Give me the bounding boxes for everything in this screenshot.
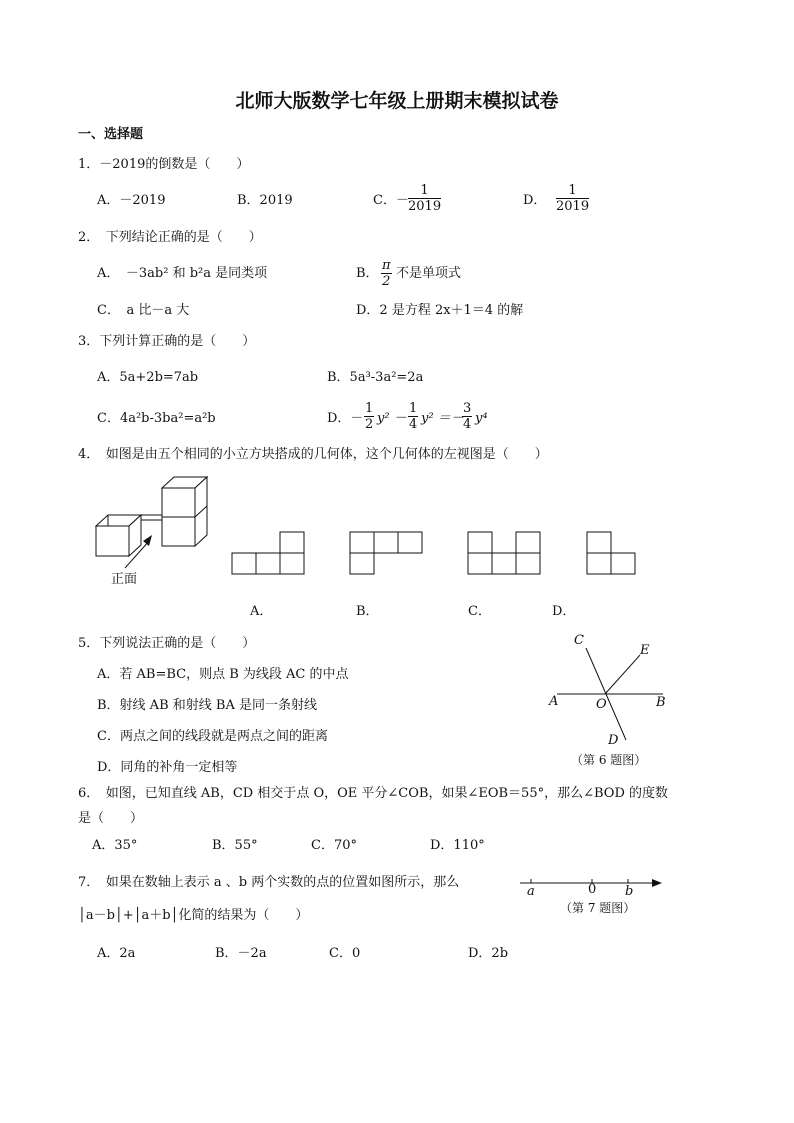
fraction-numerator: 1 — [408, 183, 441, 199]
q3-option-d-equals: y² ＝－ — [421, 411, 464, 426]
figure-6-caption: （第 6 题图） — [571, 753, 647, 767]
point-label-b: B — [656, 695, 666, 710]
page-title: 北师大版数学七年级上册期末模拟试卷 — [235, 90, 559, 112]
q7-option-c: C．0 — [329, 946, 361, 961]
fraction-denominator: 4 — [409, 417, 418, 432]
point-label-o: O — [596, 697, 607, 712]
q2-option-d: D．2 是方程 2x＋1＝4 的解 — [356, 303, 524, 318]
point-label-d: D — [608, 733, 619, 748]
figure-7-caption: （第 7 题图） — [560, 901, 636, 915]
q4-option-c: C． — [468, 604, 491, 619]
fraction-denominator: 2019 — [556, 199, 590, 214]
q6-option-d: D．110° — [430, 838, 485, 853]
q7-option-d: D．2b — [468, 946, 509, 961]
angle-figure — [557, 648, 663, 740]
point-label-a: A — [549, 694, 559, 709]
cube-front-face — [96, 526, 129, 556]
q6-stem-line2: 是（ ） — [78, 811, 144, 826]
tower-upper-front — [162, 488, 195, 517]
q7-stem-line2: │a－b│+│a＋b│化简的结果为（ ） — [78, 908, 309, 923]
axis-label-b: b — [625, 884, 634, 899]
q2-option-c: C． a 比－a 大 — [97, 303, 190, 318]
q6-stem-line1: 6． 如图，已知直线 AB，CD 相交于点 O，OE 平分∠COB，如果∠EOB＝55°，那么∠BOD 的度数 — [78, 786, 669, 801]
q7-option-a: A．2a — [97, 946, 136, 961]
q3-option-d-label: D．－ — [327, 411, 364, 426]
q5-option-d: D．同角的补角一定相等 — [97, 760, 238, 775]
number-line-arrow-icon — [652, 879, 662, 887]
q4-option-a: A． — [250, 604, 273, 619]
q3-stem: 3．下列计算正确的是（ ） — [78, 334, 256, 349]
q1-option-b: B．2019 — [237, 193, 293, 208]
q3-option-d-middle: y² － — [377, 411, 407, 426]
fraction-denominator: 2 — [382, 274, 391, 289]
axis-label-zero: 0 — [588, 882, 597, 897]
q5-stem: 5．下列说法正确的是（ ） — [78, 636, 256, 651]
q7-option-b: B．－2a — [215, 946, 267, 961]
fraction-denominator: 2 — [365, 417, 374, 432]
q5-option-a: A．若 AB=BC，则点 B 为线段 AC 的中点 — [97, 667, 349, 682]
fraction-denominator: 2019 — [408, 199, 442, 214]
axis-label-a: a — [527, 884, 535, 899]
fraction-numerator: π — [382, 258, 391, 273]
q4-option-d: D． — [552, 604, 576, 619]
q2-stem: 2． 下列结论正确的是（ ） — [78, 230, 262, 245]
q1-option-c-label: C．－ — [373, 193, 409, 208]
q7-stem-line1: 7． 如果在数轴上表示 a 、b 两个实数的点的位置如图所示，那么 — [78, 875, 460, 890]
arrow-head — [143, 535, 152, 546]
q1-option-a: A．－2019 — [97, 193, 166, 208]
q3-option-a: A．5a+2b=7ab — [97, 370, 199, 385]
q2-option-b-text: 不是单项式 — [396, 266, 462, 281]
front-label: 正面 — [111, 572, 138, 587]
q5-option-b: B．射线 AB 和射线 BA 是同一条射线 — [97, 698, 317, 713]
fraction-numerator: 3 — [463, 401, 472, 416]
fraction-denominator: 4 — [463, 417, 472, 432]
q2-option-a: A． －3ab² 和 b²a 是同类项 — [97, 266, 268, 281]
q2-option-b-label: B． — [356, 266, 379, 281]
q3-option-d-end: y⁴ — [475, 411, 488, 426]
q3-option-b: B．5a³-3a²=2a — [327, 370, 424, 385]
q3-option-c: C．4a²b-3ba²=a²b — [97, 411, 216, 426]
point-label-c: C — [574, 633, 584, 648]
fraction-numerator: 1 — [409, 401, 418, 416]
fraction-numerator: 1 — [556, 183, 589, 199]
ray-oe — [605, 655, 640, 694]
q4-stem: 4． 如图是由五个相同的小立方块搭成的几何体，这个几何体的左视图是（ ） — [78, 447, 548, 462]
point-label-e: E — [640, 643, 650, 658]
q4-option-b: B． — [356, 604, 379, 619]
q6-option-b: B．55° — [212, 838, 258, 853]
q6-option-a: A．35° — [92, 838, 138, 853]
tower-lower-front — [162, 517, 195, 546]
q5-option-c: C．两点之间的线段就是两点之间的距离 — [97, 729, 328, 744]
q1-option-d-label: D． — [523, 193, 547, 208]
q1-stem: 1．－2019的倒数是（ ） — [78, 157, 250, 172]
section-heading: 一、选择题 — [78, 127, 144, 142]
fraction-numerator: 1 — [365, 401, 374, 416]
q6-option-c: C．70° — [311, 838, 357, 853]
